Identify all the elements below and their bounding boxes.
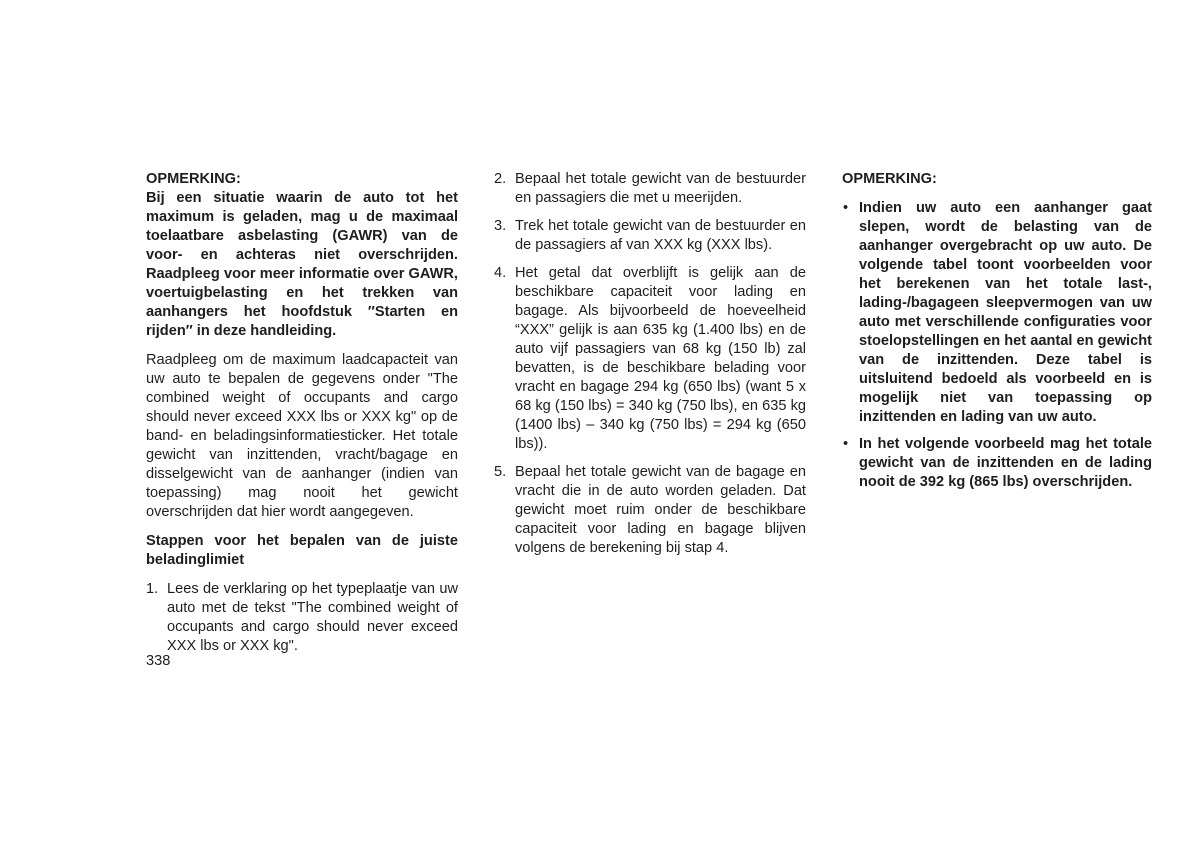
bullet-text: Indien uw auto een aanhanger gaat slepen, wordt de belasting van de aanhanger overgebracht op uw auto. De volgende tabel toont voorbeelden voor het berekenen van het totale last-, lading-/bagageen sleepvermogen van uw auto met verschillende configuraties voor stoelopstellingen en het aantal en gewicht van de inzittenden. Deze tabel is uitsluitend bedoeld als voorbeeld en is mogelijk niet van toepassing op inzittenden en lading van uw auto. [859,200,1152,425]
list-item [494,264,806,454]
step-text: Trek het totale gewicht van de bestuurder en de passagiers af van XXX kg (XXX lbs). [515,218,806,253]
step-text: Bepaal het totale gewicht van de bagage en vracht die in de auto worden geladen. Dat gewicht moet ruim onder de beschikbare capaciteit voor lading en bagage blijven volgens de berekening bij stap 4. [515,464,806,556]
list-item [494,463,806,558]
step-number: 1. [146,581,159,597]
step-text: Bepaal het totale gewicht van de bestuurder en passagiers die met u meerijden. [515,171,806,206]
list-item [494,170,806,208]
list-item [146,580,458,656]
list-item [842,435,1152,492]
column-left [146,170,458,666]
step-text: Het getal dat overblijft is gelijk aan de beschikbare capaciteit voor lading en bagage. Als bijvoorbeeld de hoeveelheid “XXX” gelijk is aan 635 kg (1.400 lbs) en de auto vijf passagiers van 68 kg (150 lb) zal bevatten, is de beschikbare belading voor vracht en bagage 294 kg (650 lbs) (want 5 x 68 kg (150 lbs) = 340 kg (750 lbs), en 635 kg (1400 lbs) – 340 kg (750 lbs) = 294 kg (650 lbs)). [515,265,806,452]
body-paragraph: Raadpleeg om de maximum laadcapacteit van uw auto te bepalen de gegevens onder "The combined weight of occupants and cargo should never exceed XXX lbs or XXX kg" op de band- en beladingsinformatiesticker. Het totale gewicht van inzittenden, vracht/bagage en disselgewicht van de aanhanger (indien van toepassing) mag nooit het gewicht overschrijden dat hier wordt aangegeven. [146,352,458,520]
column-right [842,170,1152,500]
steps-list [494,170,806,558]
bullet-icon: • [843,436,849,452]
step-number: 2. [494,171,507,187]
note-text: Bij een situatie waarin de auto tot het maximum is geladen, mag u de maximaal toelaatbare asbelasting (GAWR) van de voor- en achteras niet overschrijden. Raadpleeg voor meer informatie over GAWR, voertuigbelasting en het trekken van aanhangers het hoofdstuk ″Starten en rijden″ in deze handleiding. [146,190,458,339]
list-item [494,217,806,255]
step-number: 4. [494,265,507,281]
page-number: 338 [146,653,171,669]
column-middle [494,170,806,567]
section-subheading: Stappen voor het bepalen van de juiste beladinglimiet [146,533,458,568]
bullet-text: In het volgende voorbeeld mag het totale gewicht van de inzittenden en de lading nooit de 392 kg (865 lbs) overschrijden. [859,436,1152,490]
note-bullets [842,199,1152,492]
list-item [842,199,1152,427]
note-heading: OPMERKING: [146,171,241,187]
step-text: Lees de verklaring op het typeplaatje van uw auto met de tekst "The combined weight of occupants and cargo should never exceed XXX lbs or XXX kg". [167,581,458,654]
step-number: 5. [494,464,507,480]
steps-list [146,580,458,656]
note-heading: OPMERKING: [842,171,937,187]
bullet-icon: • [843,200,849,216]
step-number: 3. [494,218,507,234]
